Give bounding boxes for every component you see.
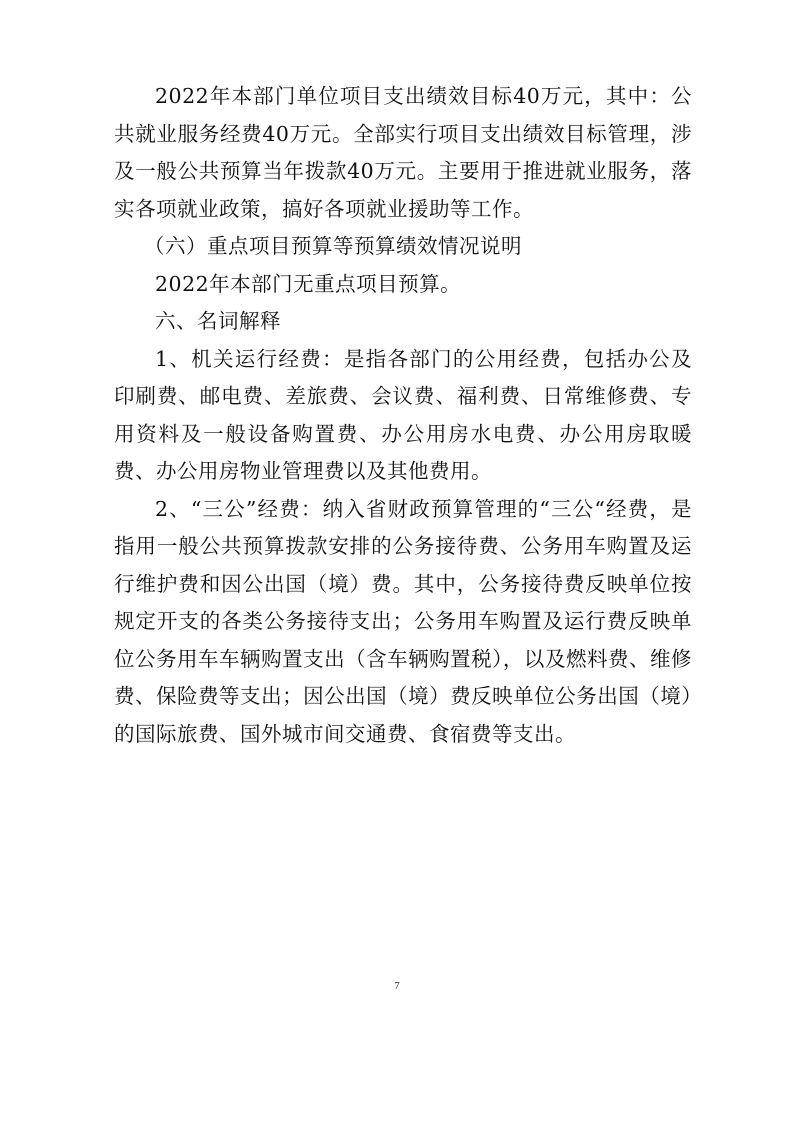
page-number: 7 <box>394 980 400 992</box>
paragraph-no-key-projects: 2022年本部门无重点项目预算。 <box>155 271 462 296</box>
paragraph-three-public-expenses-definition: 2、“三公”经费：纳入省财政预算管理的“三公“经费，是指用一般公共预算拨款安排的公务接待费、公务用车购置及运行维护费和因公出国（境）费。其中，公务接待费反映单位按规定开支的各类公务接待支出；公务用车购置及运行费反映单位公务用车车辆购置支出（含车辆购置税），以及燃料费、维修费、保险费等支出；因公出国（境）费反映单位公务出国（境）的国际旅费、国外城市间交通费、食宿费等支出。 <box>114 496 692 746</box>
section-heading-glossary: 六、名词解释 <box>155 309 281 333</box>
paragraph-performance-target: 2022年本部门单位项目支出绩效目标40万元，其中：公共就业服务经费40万元。全部实行项目支出绩效目标管理，涉及一般公共预算当年拨款40万元。主要用于推进就业服务，落实各项就业政策，搞好各项就业援助等工作。 <box>114 84 692 221</box>
document-body <box>114 78 692 753</box>
paragraph-operating-expenses-definition: 1、机关运行经费：是指各部门的公用经费，包括办公及印刷费、邮电费、差旅费、会议费、福利费、日常维修费、专用资料及一般设备购置费、办公用房水电费、办公用房取暖费、办公用房物业管理费以及其他费用。 <box>114 346 692 483</box>
section-heading-key-projects: （六）重点项目预算等预算绩效情况说明 <box>144 234 522 258</box>
